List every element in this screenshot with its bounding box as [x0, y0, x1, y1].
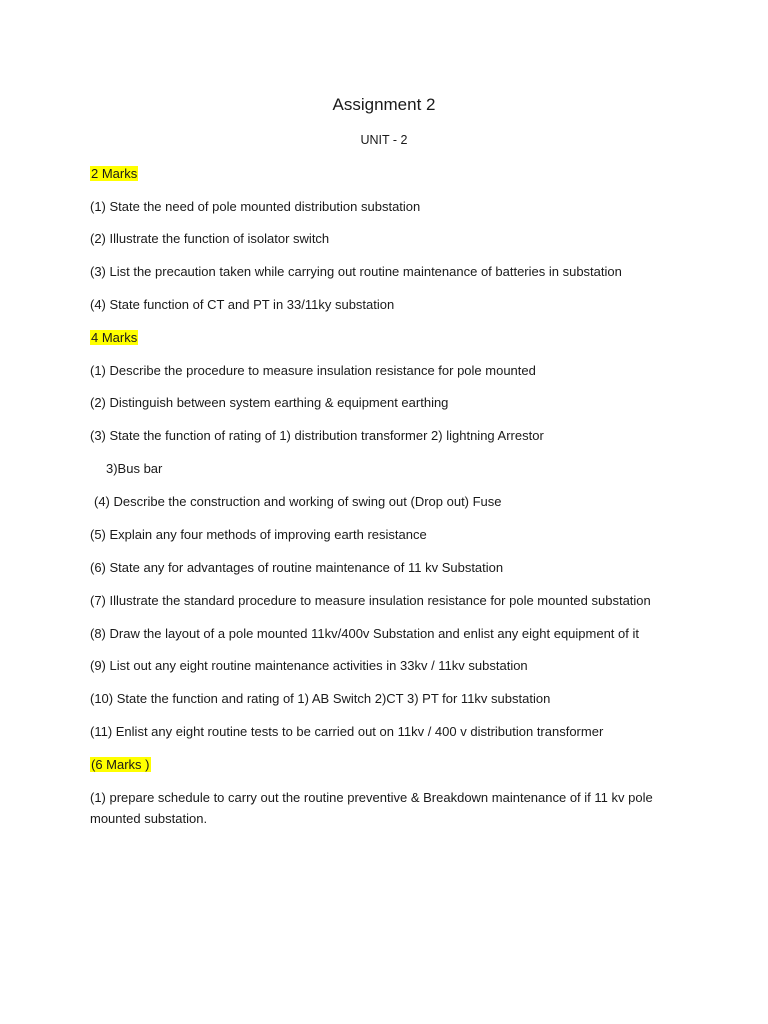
- question-item: (3) List the precaution taken while carrying out routine maintenance of batteries in substation: [90, 264, 622, 279]
- question-item: (8) Draw the layout of a pole mounted 11kv/400v Substation and enlist any eight equipment of it: [90, 626, 639, 641]
- question-item: (2) Illustrate the function of isolator switch: [90, 231, 330, 246]
- question-item: (1) Describe the procedure to measure insulation resistance for pole mounted: [90, 363, 536, 378]
- highlighted-heading: 4 Marks: [91, 330, 138, 345]
- question-item: (4) State function of CT and PT in 33/11ky substation: [90, 297, 395, 312]
- question-item: (2) Distinguish between system earthing & equipment earthing: [90, 395, 449, 410]
- question-item: (6) State any for advantages of routine maintenance of 11 kv Substation: [90, 560, 504, 575]
- section-heading-4-marks: [90, 330, 138, 346]
- question-item-continuation: 3)Bus bar: [106, 461, 163, 476]
- question-item: (5) Explain any four methods of improving earth resistance: [90, 527, 427, 542]
- question-item: (1) State the need of pole mounted distribution substation: [90, 199, 421, 214]
- highlighted-heading: (6 Marks ): [91, 757, 150, 772]
- question-item: (10) State the function and rating of 1) AB Switch 2)CT 3) PT for 11kv substation: [90, 691, 551, 706]
- question-item: (9) List out any eight routine maintenance activities in 33kv / 11kv substation: [90, 658, 528, 673]
- question-item: (7) Illustrate the standard procedure to measure insulation resistance for pole mounted substation: [90, 593, 651, 608]
- section-heading-2-marks: [90, 166, 138, 182]
- highlighted-heading: 2 Marks: [91, 166, 138, 181]
- unit-subtitle: UNIT - 2: [360, 133, 408, 147]
- question-item: (3) State the function of rating of 1) distribution transformer 2) lightning Arrestor: [90, 428, 544, 443]
- section-heading-6-marks: [90, 757, 151, 773]
- page-title: Assignment 2: [332, 95, 436, 114]
- question-item: (11) Enlist any eight routine tests to be carried out on 11kv / 400 v distribution transformer: [90, 724, 604, 739]
- question-item: (4) Describe the construction and working of swing out (Drop out) Fuse: [94, 494, 502, 509]
- question-item: (1) prepare schedule to carry out the routine preventive & Breakdown maintenance of if 11 kv pole mounted substation.: [90, 790, 653, 826]
